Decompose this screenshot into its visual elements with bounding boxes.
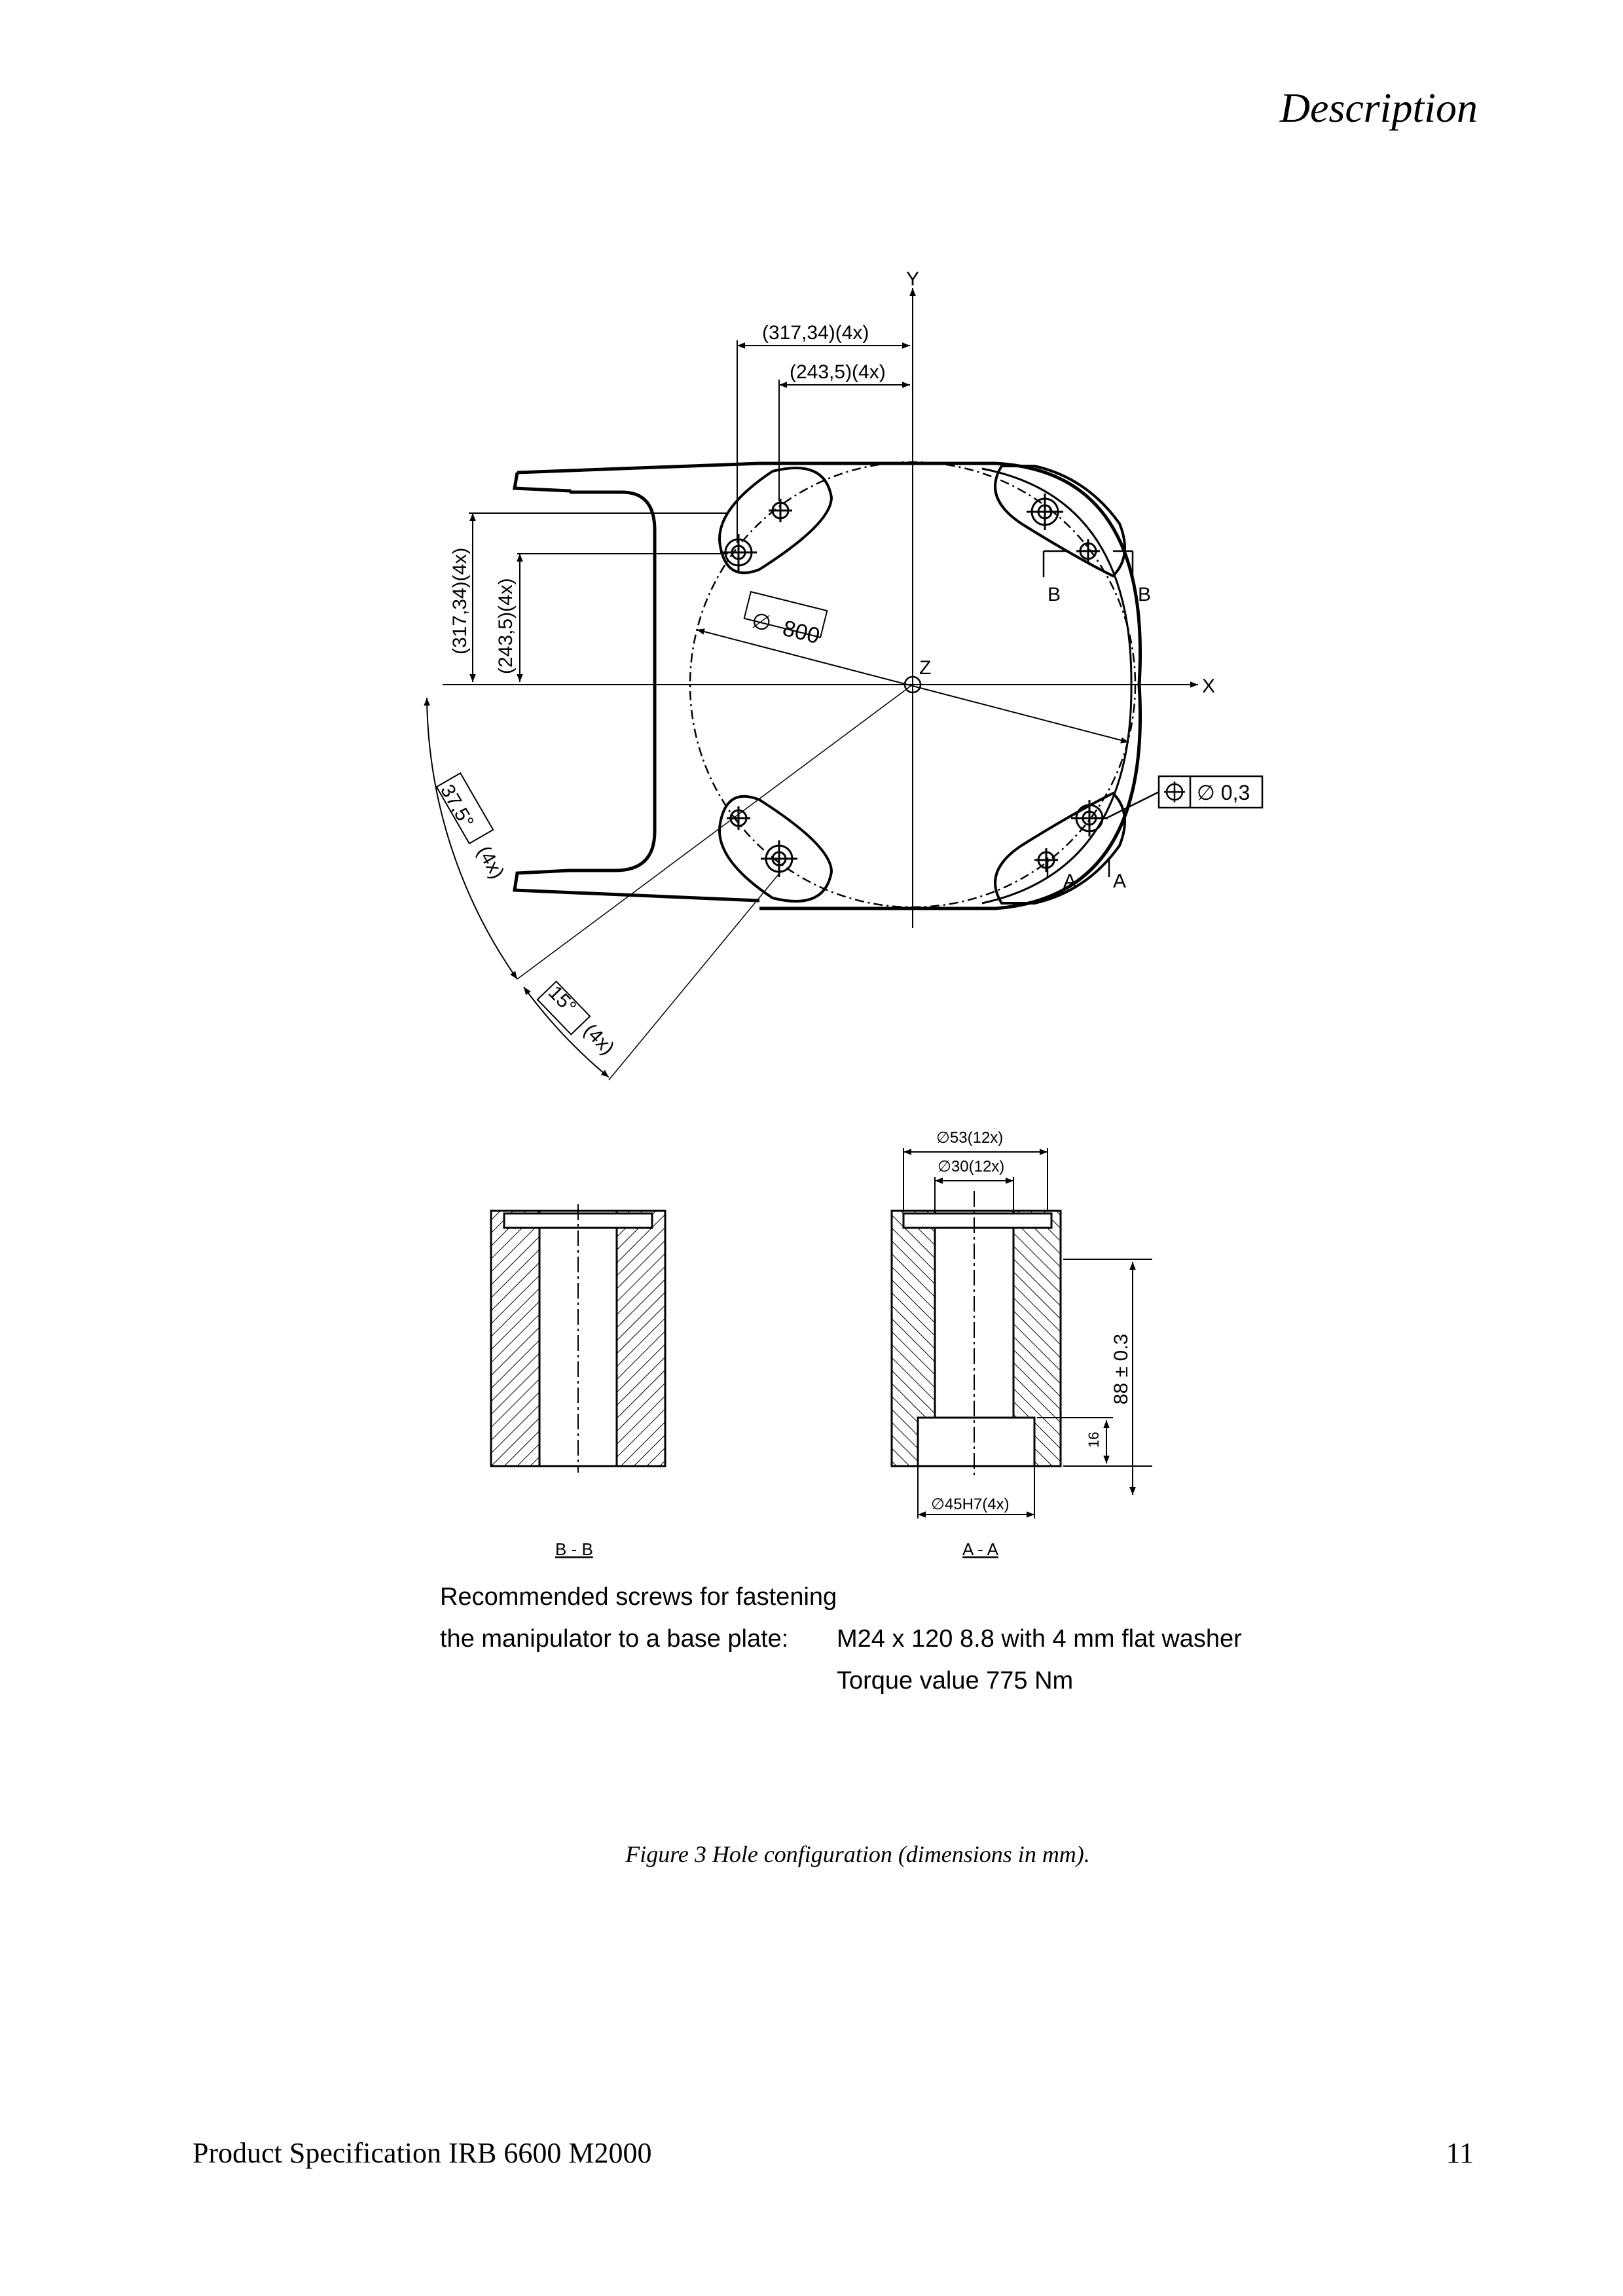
screw-notes [440, 1576, 1242, 1695]
plan-view [427, 288, 1262, 1080]
section-title-bb: B - B [555, 1539, 593, 1559]
dim-height: 88 ± 0.3 [1110, 1333, 1132, 1405]
footer-product: Product Specification IRB 6600 M2000 [192, 2137, 652, 2169]
section-mark-a-right: A [1113, 870, 1127, 892]
notes-line-2-label: the manipulator to a base plate: [440, 1625, 789, 1653]
page-number: 11 [1446, 2137, 1474, 2169]
section-header: Description [1279, 84, 1478, 131]
bolt-pad-upper-left [720, 468, 831, 573]
notes-line-2 [440, 1618, 1242, 1660]
notes-line-1: Recommended screws for fastening [440, 1583, 837, 1611]
section-title-aa: A - A [962, 1539, 998, 1559]
svg-text:∅ 800 [749, 608, 822, 649]
section-aa [892, 1148, 1152, 1518]
figure-caption: Figure 3 Hole configuration (dimensions in mm). [625, 1841, 1090, 1867]
dim-bore-inner: ∅30(12x) [938, 1158, 1005, 1175]
bolt-pad-lower-left [720, 797, 831, 901]
dim-counterbore-diameter: ∅45H7(4x) [931, 1496, 1010, 1513]
diameter-symbol: ∅ [749, 607, 775, 637]
x-axis-label: X [1202, 675, 1216, 697]
section-mark-b-right: B [1138, 584, 1152, 605]
bolt-pad-upper-right [995, 466, 1125, 576]
tolerance-value: ∅ 0,3 [1197, 781, 1250, 804]
z-axis-label: Z [919, 657, 932, 679]
angle-large-value: 37,5° [435, 781, 478, 832]
angle-small-count: (4x) [579, 1019, 619, 1060]
section-mark-b-left: B [1048, 584, 1061, 605]
bolt-pad-lower-right [995, 793, 1125, 903]
torque-value: Torque value 775 Nm [837, 1667, 1074, 1695]
base-outline-right [759, 463, 1140, 908]
dim-left-outer: (317,34)(4x) [449, 547, 471, 655]
dim-top-inner: (243,5)(4x) [790, 361, 886, 383]
section-bb [491, 1204, 665, 1473]
base-outline [515, 463, 759, 901]
angle-small-value: 15° [543, 981, 581, 1018]
dim-counterbore-depth: 16 [1085, 1431, 1102, 1448]
dim-bore-outer: ∅53(12x) [936, 1129, 1004, 1147]
section-mark-a-left: A [1063, 870, 1077, 892]
screw-spec: M24 x 120 8.8 with 4 mm flat washer [837, 1625, 1242, 1653]
diameter-value: 800 [780, 615, 822, 649]
plan-view-labels [436, 268, 1250, 1059]
angle-large-count: (4x) [472, 842, 509, 883]
angle-arc-large [427, 698, 517, 979]
dim-top-outer: (317,34)(4x) [762, 322, 869, 344]
y-axis-label: Y [906, 268, 920, 290]
dim-left-inner: (243,5)(4x) [495, 578, 517, 674]
